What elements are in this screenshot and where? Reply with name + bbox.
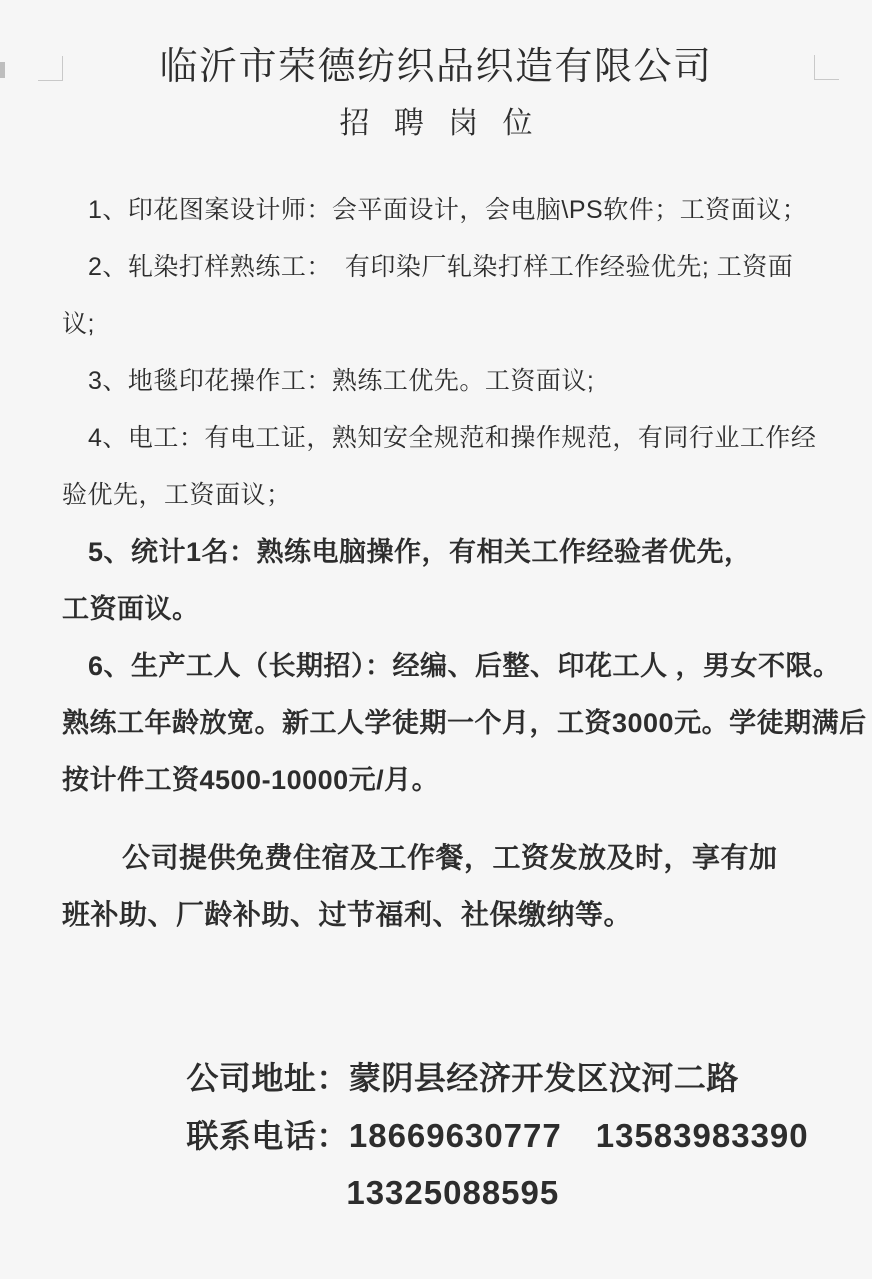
benefits-line-1: 公司提供免费住宿及工作餐，工资发放及时，享有加 — [122, 842, 778, 873]
position-5-line-1: 5、统计1名：熟练电脑操作，有相关工作经验者优先， — [88, 537, 752, 567]
crop-mark-top-left-icon — [38, 56, 63, 81]
position-6-line-3: 按计件工资4500-10000元/月。 — [62, 765, 440, 795]
phone-number-3: 13325088595 — [346, 1174, 560, 1211]
company-address-line — [62, 993, 872, 1096]
position-1-line: 1、印花图案设计师：会平面设计，会电脑\PS软件；工资面议； — [88, 196, 808, 224]
company-name: 临沂市荣德纺织品织造有限公司 — [159, 46, 713, 88]
phone-number-1: 18669630777 — [348, 1117, 562, 1154]
phone-label: 联系电话： — [186, 1118, 349, 1154]
position-6-line-1: 6、生产工人（长期招）：经编、后整、印花工人 ，男女不限。 — [88, 651, 841, 681]
recruitment-poster — [0, 42, 872, 1244]
address-value: 蒙阴县经济开发区汶河二路 — [348, 1060, 739, 1096]
position-2-line-2: 议; — [62, 310, 95, 338]
scan-artifact — [0, 62, 5, 78]
address-label: 公司地址： — [186, 1060, 349, 1096]
phone-number-2: 13583983390 — [595, 1117, 809, 1154]
page-title: 招 聘 岗 位 — [339, 107, 541, 140]
position-4-line-1: 4、电工：有电工证，熟知安全规范和操作规范，有同行业工作经 — [88, 424, 817, 452]
position-6-line-2: 熟练工年龄放宽。新工人学徒期一个月，工资3000元。学徒期满后 — [62, 708, 867, 738]
contact-section — [0, 993, 872, 1211]
position-5-line-2: 工资面议。 — [62, 594, 200, 624]
position-2-line-1: 2、轧染打样熟练工： 有印染厂轧染打样工作经验优先; 工资面 — [88, 253, 794, 281]
benefits-paragraph — [0, 829, 872, 943]
crop-mark-top-right-icon — [814, 55, 839, 80]
position-4-line-2: 验优先，工资面议； — [62, 481, 292, 509]
position-3-line: 3、地毯印花操作工：熟练工优先。工资面议; — [88, 367, 595, 395]
benefits-line-2: 班补助、厂龄补助、过节福利、社保缴纳等。 — [62, 899, 633, 930]
positions-list — [0, 182, 872, 809]
